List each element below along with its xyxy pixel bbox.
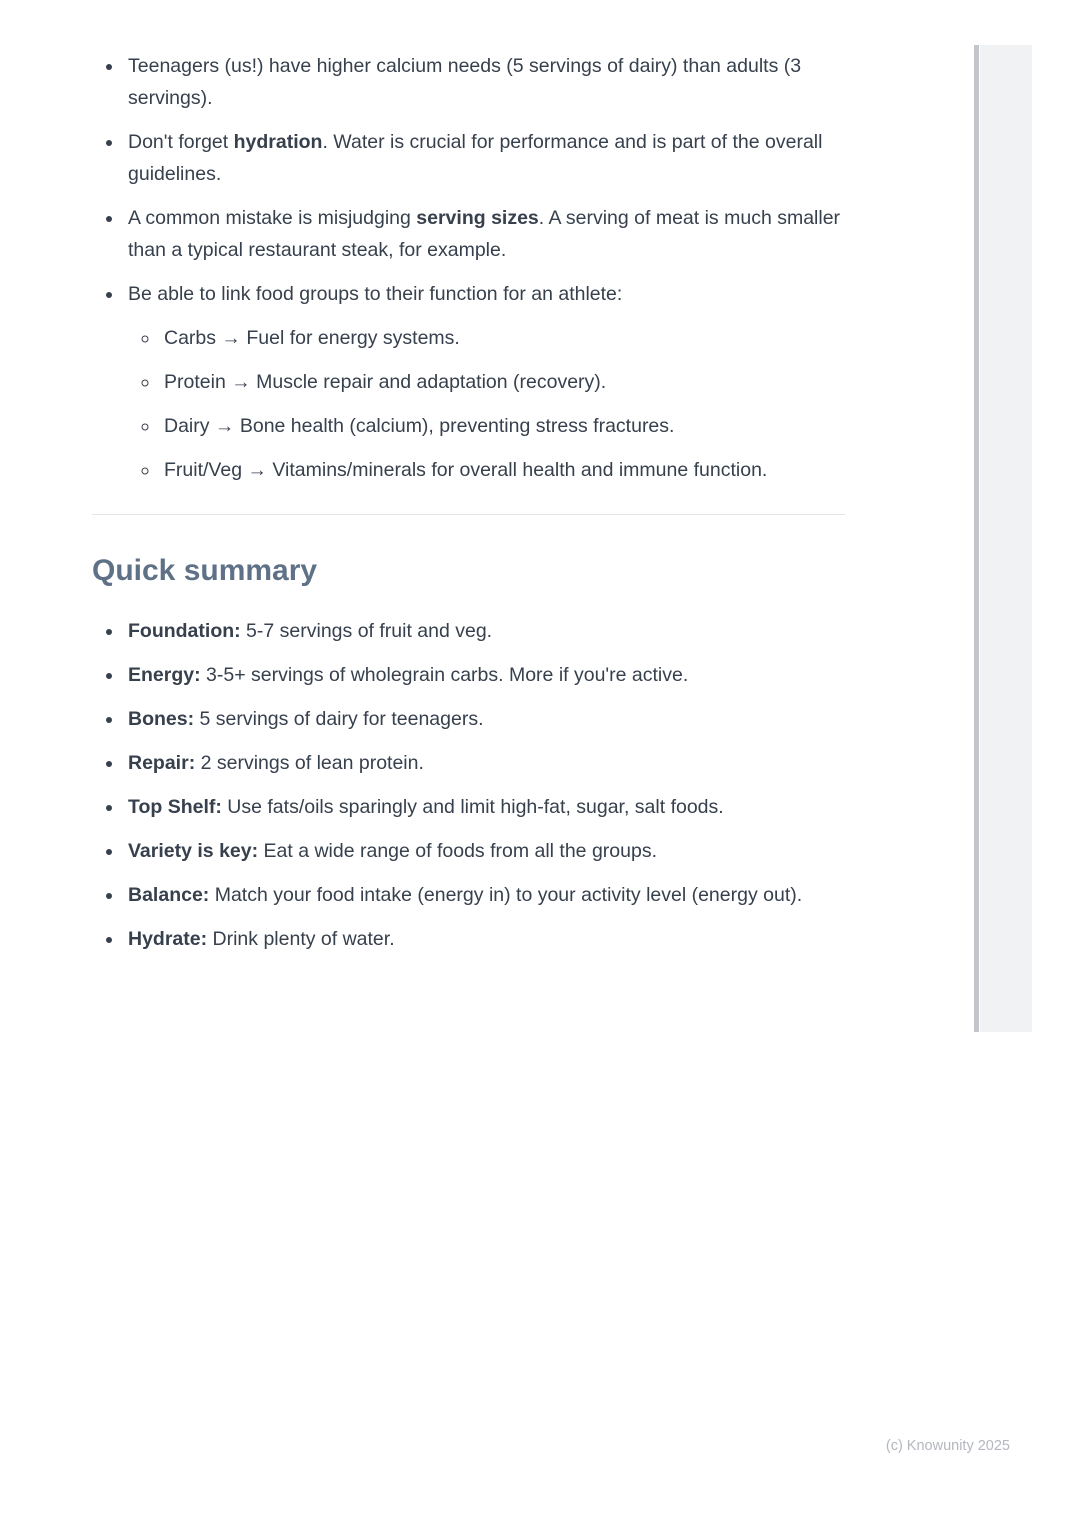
list-item <box>124 747 845 779</box>
list-item <box>124 126 845 190</box>
list-item-text: Teenagers (us!) have higher calcium needs (5 servings of dairy) than adults (3 servings). <box>128 55 802 109</box>
list-item <box>124 835 845 867</box>
list-item-text: A common mistake is misjudging serving sizes. A serving of meat is much smaller than a typical restaurant steak, for example. <box>128 207 841 261</box>
list-item <box>124 791 845 823</box>
list-item-text: Hydrate: Drink plenty of water. <box>128 928 395 950</box>
list-item <box>124 659 845 691</box>
list-item <box>160 322 845 354</box>
list-item-text: Protein → Muscle repair and adaptation (recovery). <box>164 371 607 393</box>
list-item-text: Foundation: 5-7 servings of fruit and veg. <box>128 620 493 642</box>
list-item <box>124 703 845 735</box>
section-heading: Quick summary <box>92 554 318 587</box>
sub-bullet-list <box>128 322 845 486</box>
scrollbar-track[interactable] <box>980 45 1032 1032</box>
list-item <box>124 879 845 911</box>
list-item <box>124 202 845 266</box>
intro-bullet-list <box>92 50 845 486</box>
list-item-text: Top Shelf: Use fats/oils sparingly and limit high-fat, sugar, salt foods. <box>128 796 724 818</box>
list-item <box>124 278 845 486</box>
list-item-text: Balance: Match your food intake (energy in) to your activity level (energy out). <box>128 884 803 906</box>
list-item-text: Be able to link food groups to their function for an athlete: <box>128 283 623 305</box>
summary-bullet-list <box>92 615 845 955</box>
list-item <box>160 454 845 486</box>
list-item-text: Variety is key: Eat a wide range of foods from all the groups. <box>128 840 657 862</box>
list-item <box>124 923 845 955</box>
list-item-text: Dairy → Bone health (calcium), preventing stress fractures. <box>164 415 675 437</box>
list-item-text: Energy: 3-5+ servings of wholegrain carbs. More if you're active. <box>128 664 689 686</box>
scrollbar-thumb[interactable] <box>974 45 979 1032</box>
list-item-text: Repair: 2 servings of lean protein. <box>128 752 424 774</box>
list-item <box>124 50 845 114</box>
footer-credit: (c) Knowunity 2025 <box>885 1438 1010 1454</box>
list-item-text: Carbs → Fuel for energy systems. <box>164 327 460 349</box>
list-item <box>160 410 845 442</box>
section-divider <box>92 514 845 515</box>
list-item-text: Don't forget hydration. Water is crucial for performance and is part of the overall guidelines. <box>128 131 823 185</box>
list-item-text: Fruit/Veg → Vitamins/minerals for overall health and immune function. <box>164 459 768 481</box>
list-item-text: Bones: 5 servings of dairy for teenagers. <box>128 708 484 730</box>
list-item <box>160 366 845 398</box>
list-item <box>124 615 845 647</box>
